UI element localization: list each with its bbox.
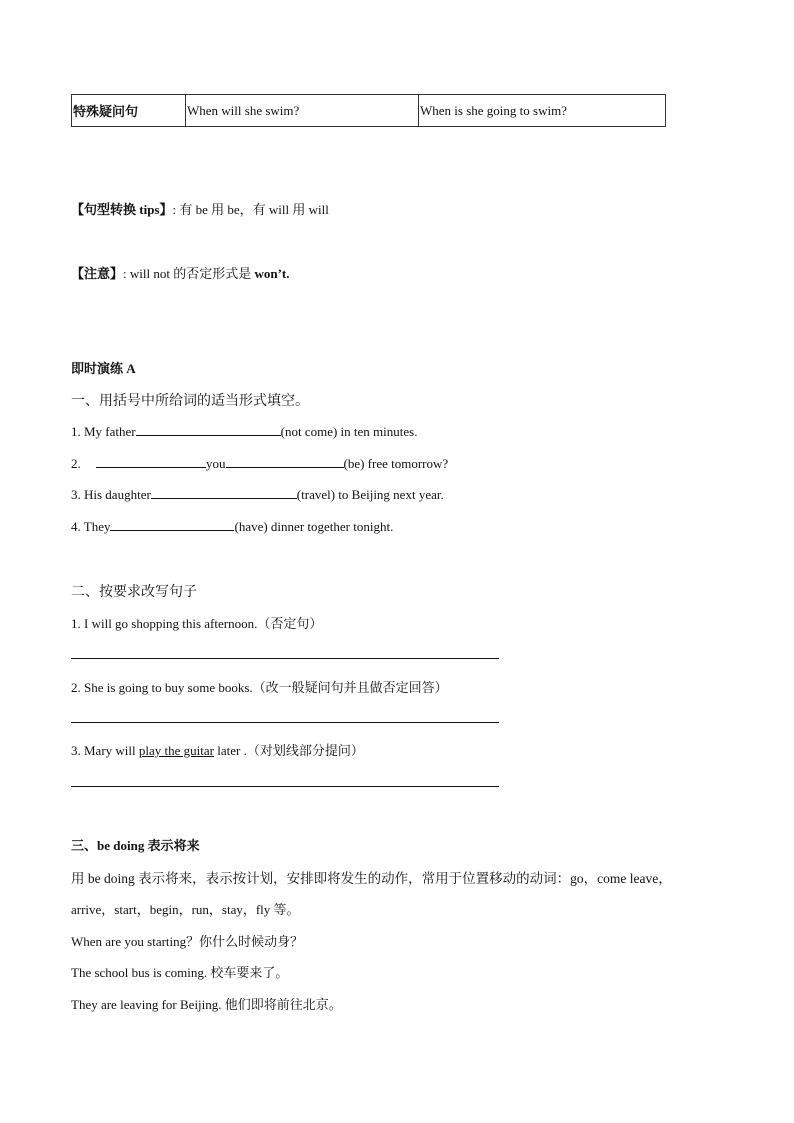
part3-example-3: They are leaving for Beijing. 他们即将前往北京。 <box>71 997 342 1012</box>
question-text: 2. <box>71 456 84 471</box>
note-line <box>71 263 290 282</box>
note-text: : will not 的否定形式是 <box>123 266 255 281</box>
table-cell-going-to: When is she going to swim? <box>419 95 666 127</box>
note-label: 【注意】 <box>71 266 124 281</box>
table-cell-will: When will she swim? <box>186 95 419 127</box>
note-bold: won’t. <box>254 266 290 281</box>
answer-blank[interactable] <box>136 423 281 436</box>
grammar-table <box>71 94 666 127</box>
answer-line[interactable] <box>71 786 499 787</box>
question-text: (not come) in ten minutes. <box>280 424 418 439</box>
question-text: 3. Mary will <box>71 743 139 758</box>
part3-line-1: 用 be doing 表示将来，表示按计划，安排即将发生的动作，常用于位置移动的动词：go，come leave， <box>71 871 672 886</box>
part2-question-1: 1. I will go shopping this afternoon.（否定句） <box>71 616 323 631</box>
part3-line-2: arrive，start，begin，run，stay，fly 等。 <box>71 902 300 917</box>
part2-question-3 <box>71 740 364 759</box>
answer-blank[interactable] <box>110 518 234 531</box>
part3-heading: 三、be doing 表示将来 <box>71 838 200 853</box>
question-text: you <box>206 456 226 471</box>
question-text: (be) free tomorrow? <box>343 456 449 471</box>
underlined-phrase: play the guitar <box>138 743 214 758</box>
table-cell-type: 特殊疑问句 <box>72 95 186 127</box>
part1-heading: 一、用括号中所给词的适当形式填空。 <box>71 394 309 409</box>
part3-example-2: The school bus is coming. 校车要来了。 <box>71 965 289 980</box>
part1-question-1 <box>71 423 417 440</box>
part3-example-1: When are you starting？你什么时候动身？ <box>71 934 304 949</box>
part1-question-2 <box>71 455 448 472</box>
tips-text: : 有 be 用 be，有 will 用 will <box>172 202 329 217</box>
question-text: later .（对划线部分提问） <box>213 743 364 758</box>
answer-blank[interactable] <box>151 486 297 499</box>
question-text: (have) dinner together tonight. <box>234 519 394 534</box>
answer-blank[interactable] <box>226 455 344 468</box>
answer-blank[interactable] <box>96 455 206 468</box>
question-text: 3. His daughter <box>71 487 151 502</box>
table-row <box>72 95 666 127</box>
part1-question-4 <box>71 518 393 535</box>
tips-label: 【句型转换 tips】 <box>71 202 173 217</box>
part1-question-3 <box>71 486 444 503</box>
tips-line <box>71 199 329 218</box>
question-text: 1. My father <box>71 424 136 439</box>
answer-line[interactable] <box>71 658 499 659</box>
exercise-title: 即时演练 A <box>71 361 136 376</box>
part2-heading: 二、按要求改写句子 <box>71 585 197 600</box>
answer-line[interactable] <box>71 722 499 723</box>
question-text: (travel) to Beijing next year. <box>296 487 444 502</box>
part2-question-2: 2. She is going to buy some books.（改一般疑问句并且做否定回答） <box>71 680 448 695</box>
question-text: 4. They <box>71 519 111 534</box>
